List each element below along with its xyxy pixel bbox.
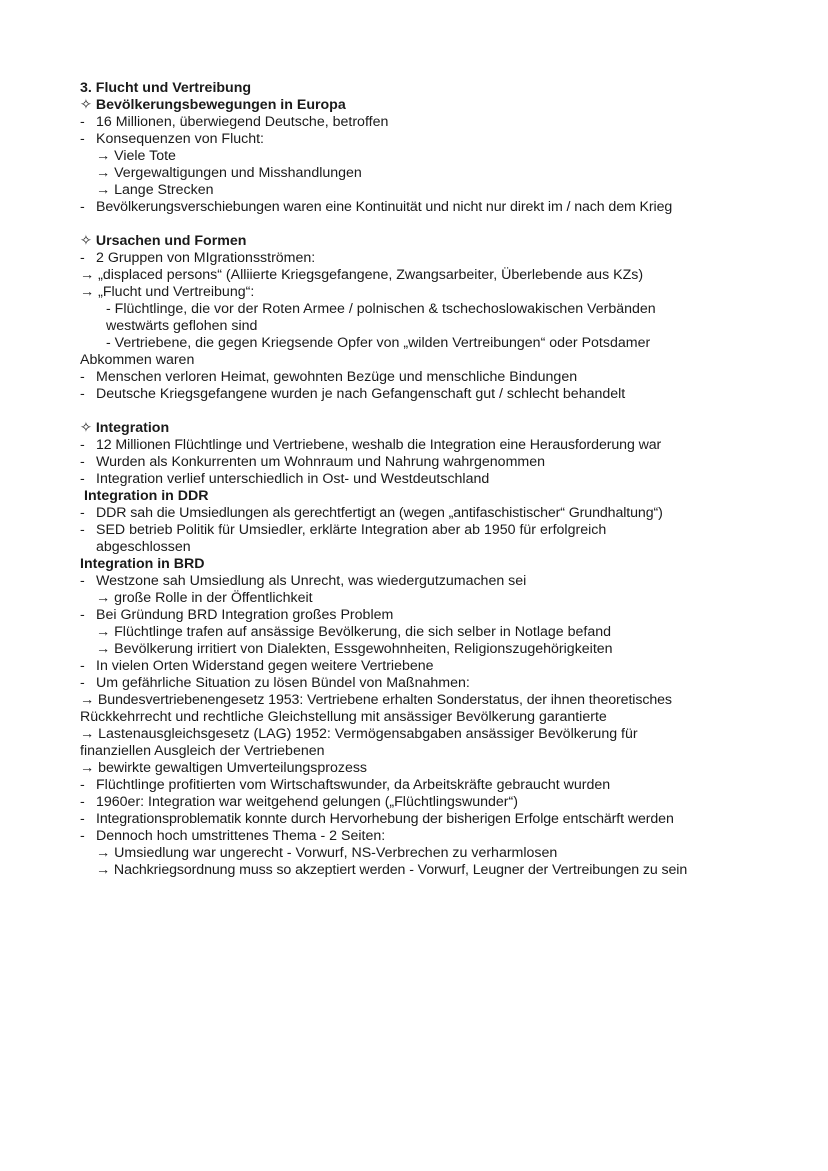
bullet-line: - 2 Gruppen von MIgrationsströmen: — [80, 250, 780, 267]
arrow-line: → Bevölkerung irritiert von Dialekten, Essgewohnheiten, Religionszugehörigkeiten — [96, 641, 613, 657]
bullet-line: - DDR sah die Umsiedlungen als gerechtfertigt an (wegen „antifaschistischer“ Grundhaltung“) — [80, 505, 780, 522]
spacer — [80, 403, 780, 420]
section-heading-integration: ✧ Integration — [80, 420, 170, 436]
arrow-line: → „Flucht und Vertreibung“: — [80, 284, 255, 300]
bullet-line: - Flüchtlinge profitierten vom Wirtschaftswunder, da Arbeitskräfte gebraucht wurden — [80, 777, 780, 794]
arrow-line: → große Rolle in der Öffentlichkeit — [96, 590, 313, 606]
bullet-line: - 1960er: Integration war weitgehend gelungen („Flüchtlingswunder“) — [80, 794, 780, 811]
bullet-line: - Integration verlief unterschiedlich in Ost- und Westdeutschland — [80, 471, 780, 488]
bullet-line: - 12 Millionen Flüchtlinge und Vertriebene, weshalb die Integration eine Herausforderung war — [80, 437, 780, 454]
bullet-line: - In vielen Orten Widerstand gegen weitere Vertriebene — [80, 658, 780, 675]
bullet-line: - Integrationsproblematik konnte durch Hervorhebung der bisherigen Erfolge entschärft werden — [80, 811, 780, 828]
bullet-line: - Konsequenzen von Flucht: — [80, 131, 780, 148]
arrow-line: → Lange Strecken — [96, 182, 214, 198]
sub-line: - Vertriebene, die gegen Kriegsende Opfer von „wilden Vertreibungen“ oder Potsdamer — [106, 335, 651, 351]
document-content — [80, 80, 780, 879]
sub-line-continued: Abkommen waren — [80, 352, 195, 368]
section-heading-bevoelkerungsbewegungen: ✧ Bevölkerungsbewegungen in Europa — [80, 97, 346, 113]
bullet-line: - Bevölkerungsverschiebungen waren eine Kontinuität und nicht nur direkt im / nach dem Krieg — [80, 199, 780, 216]
bullet-line: - Deutsche Kriegsgefangene wurden je nach Gefangenschaft gut / schlecht behandelt — [80, 386, 780, 403]
arrow-line: → Vergewaltigungen und Misshandlungen — [96, 165, 362, 181]
bullet-line: - Bei Gründung BRD Integration großes Problem — [80, 607, 780, 624]
bullet-line: - SED betrieb Politik für Umsiedler, erklärte Integration aber ab 1950 für erfolgreich — [80, 522, 780, 539]
arrow-line: → bewirkte gewaltigen Umverteilungsprozess — [80, 760, 368, 776]
subheading-ddr: Integration in DDR — [84, 488, 209, 504]
section-heading-ursachen: ✧ Ursachen und Formen — [80, 233, 247, 249]
arrow-line-continued: Rückkehrrecht und rechtliche Gleichstellung mit ansässiger Bevölkerung garantierte — [80, 709, 607, 725]
bullet-line: - Menschen verloren Heimat, gewohnten Bezüge und menschliche Bindungen — [80, 369, 780, 386]
arrow-line: → Viele Tote — [96, 148, 176, 164]
sub-line: - Flüchtlinge, die vor der Roten Armee / polnischen & tschechoslowakischen Verbänden — [106, 301, 656, 317]
arrow-line: → Flüchtlinge trafen auf ansässige Bevölkerung, die sich selber in Notlage befand — [96, 624, 611, 640]
arrow-line: → Lastenausgleichsgesetz (LAG) 1952: Vermögensabgaben ansässiger Bevölkerung für — [80, 726, 638, 742]
arrow-line: → „displaced persons“ (Alliierte Kriegsgefangene, Zwangsarbeiter, Überlebende aus KZs) — [80, 267, 644, 283]
bullet-line: - Westzone sah Umsiedlung als Unrecht, was wiedergutzumachen sei — [80, 573, 780, 590]
spacer — [80, 216, 780, 233]
subheading-brd: Integration in BRD — [80, 556, 205, 572]
bullet-line: - Dennoch hoch umstrittenes Thema - 2 Seiten: — [80, 828, 780, 845]
sub-line-continued: westwärts geflohen sind — [106, 318, 258, 334]
bullet-line: - 16 Millionen, überwiegend Deutsche, betroffen — [80, 114, 780, 131]
bullet-line: - Um gefährliche Situation zu lösen Bündel von Maßnahmen: — [80, 675, 780, 692]
arrow-line: → Umsiedlung war ungerecht - Vorwurf, NS-Verbrechen zu verharmlosen — [96, 845, 558, 861]
bullet-line-continued: abgeschlossen — [96, 539, 191, 555]
arrow-line-continued: finanziellen Ausgleich der Vertriebenen — [80, 743, 325, 759]
arrow-line: → Nachkriegsordnung muss so akzeptiert werden - Vorwurf, Leugner der Vertreibungen zu sein — [96, 862, 688, 878]
document-title: 3. Flucht und Vertreibung — [80, 80, 252, 96]
bullet-line: - Wurden als Konkurrenten um Wohnraum und Nahrung wahrgenommen — [80, 454, 780, 471]
arrow-line: → Bundesvertriebenengesetz 1953: Vertriebene erhalten Sonderstatus, der ihnen theoretisches — [80, 692, 672, 708]
